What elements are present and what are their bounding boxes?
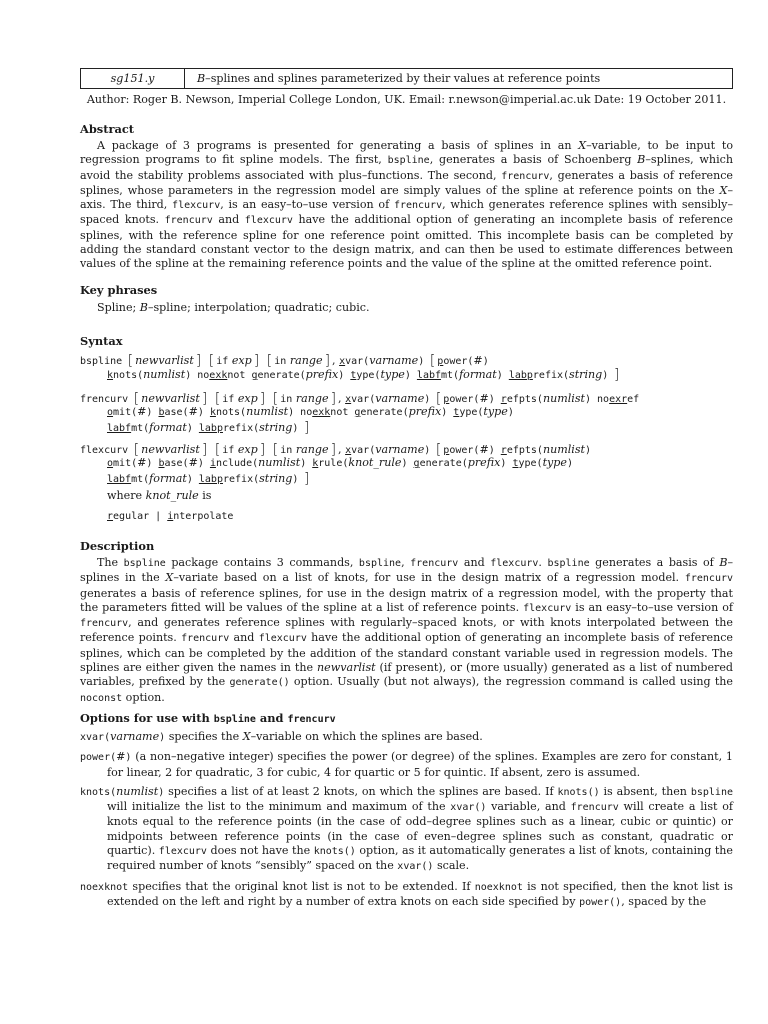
- author-line: Author: Roger B. Newson, Imperial College London, UK. Email: r.newson@imperial.ac.uk Date: 19 October 2011.: [86, 93, 727, 106]
- flexcurv-syntax: flexcurv [ newvarlist ] [ if exp ] [ in range ] , xvar(varname) [ power(#) refpts(numlist) omit(#) base(#) include(numlist) krule(knot_rule) generate(prefix) type(type) labfmt(format) labprefix(string) ]: [80, 442, 592, 487]
- abstract-text: A package of 3 programs is presented for generating a basis of splines in an X–variable, to be input to regression programs to fit spline models. The first, bspline, generates a basis of Schoenberg B–splines, which avoid the stability problems associated with plus–functions. The second, frencurv, generates a basis of reference splines, whose parameters in the regression model are simply values of the spline at reference points on the X–axis. The third, flexcurv, is an easy–to–use version of frencurv, which generates reference splines with sensibly–spaced knots. frencurv and flexcurv have the additional option of generating an incomplete basis of reference splines, with the reference spline for one reference point omitted. This incomplete basis can be completed by adding the standard constant vector to the design matrix, and can then be used to estimate differences between values of the spline at the remaining reference points and the value of the spline at the omitted reference point.: [80, 139, 733, 271]
- description-heading: Description: [80, 539, 155, 553]
- abstract-heading: Abstract: [80, 122, 135, 136]
- header-box: [80, 68, 733, 89]
- option-power: power(#) (a non–negative integer) specifies the power (or degree) of the splines. Examples are zero for constant, 1 for linear, 2 for quadratic, 3 for cubic, 4 for quartic or 5 for quintic. If absent, zero is assumed.: [80, 750, 733, 779]
- option-noexknot: noexknot specifies that the original knot list is not to be extended. If noexknot is not specified, then the knot list is extended on the left and right by a number of extra knots on each side specified by power(), spaced by the: [80, 879, 733, 908]
- article-id: sg151.y: [81, 69, 185, 88]
- option-knots: knots(numlist) specifies a list of at least 2 knots, on which the splines are based. If knots() is absent, then bspline will initialize the list to the minimum and maximum of the xvar() variable, and frencurv will create a list of knots equal to the reference points (in the case of odd–degree splines such as a linear, cubic or quintic) or midpoints between reference points (in the case of even–degree splines such as constant, quadratic or quartic). flexcurv does not have the knots() option, as it automatically generates a list of knots, containing the required number of knots “sensibly” spaced on the xvar() scale.: [80, 784, 734, 873]
- article-title: B–splines and splines parameterized by their values at reference points: [197, 72, 601, 85]
- description-section: [80, 539, 733, 706]
- options-list: [80, 730, 733, 910]
- keyphrases-section: [80, 283, 733, 315]
- option-xvar: xvar(varname) specifies the X–variable on which the splines are based.: [80, 730, 483, 743]
- knot-rule-values: regular | interpolate: [107, 511, 234, 522]
- syntax-section: [80, 334, 733, 348]
- options-section: [80, 711, 733, 727]
- description-text: The bspline package contains 3 commands, bspline, frencurv and flexcurv. bspline generates a basis of B–splines in the X–variate based on a list of knots, for use in the design matrix of a regression model. frencurv generates a basis of reference splines, for use in the design matrix of a regression model, with the property that the parameters fitted will be values of the spline at a list of reference points. flexcurv is an easy–to–use version of frencurv, and generates reference splines with regularly–spaced knots, or with knots interpolated between the reference points. frencurv and flexcurv have the additional option of generating an incomplete basis of reference splines, which can be completed by the addition of the standard constant variable used in regression models. The splines are either given the names in the newvarlist (if present), or (more usually) generated as a list of numbered variables, prefixed by the generate() option. Usually (but not always), the regression command is called using the noconst option.: [80, 556, 734, 704]
- syntax-heading: Syntax: [80, 334, 123, 348]
- keyphrases-heading: Key phrases: [80, 283, 158, 297]
- knot-rule-where: where knot_rule is: [107, 489, 212, 502]
- options-heading: Options for use with bspline and frencurv: [80, 711, 336, 725]
- keyphrases-text: Spline; B–spline; interpolation; quadratic; cubic.: [97, 301, 370, 314]
- bspline-syntax: bspline [ newvarlist ] [ if exp ] [ in range ] , xvar(varname) [ power(#) knots(numlist) noexknot generate(prefix) type(type) labfmt(format) labprefix(string) ]: [80, 353, 620, 384]
- frencurv-syntax: frencurv [ newvarlist ] [ if exp ] [ in range ] , xvar(varname) [ power(#) refpts(numlist) noexref omit(#) base(#) knots(numlist) noexknot generate(prefix) type(type) labfmt(format) labprefix(string) ]: [80, 391, 640, 436]
- abstract-section: [80, 122, 733, 272]
